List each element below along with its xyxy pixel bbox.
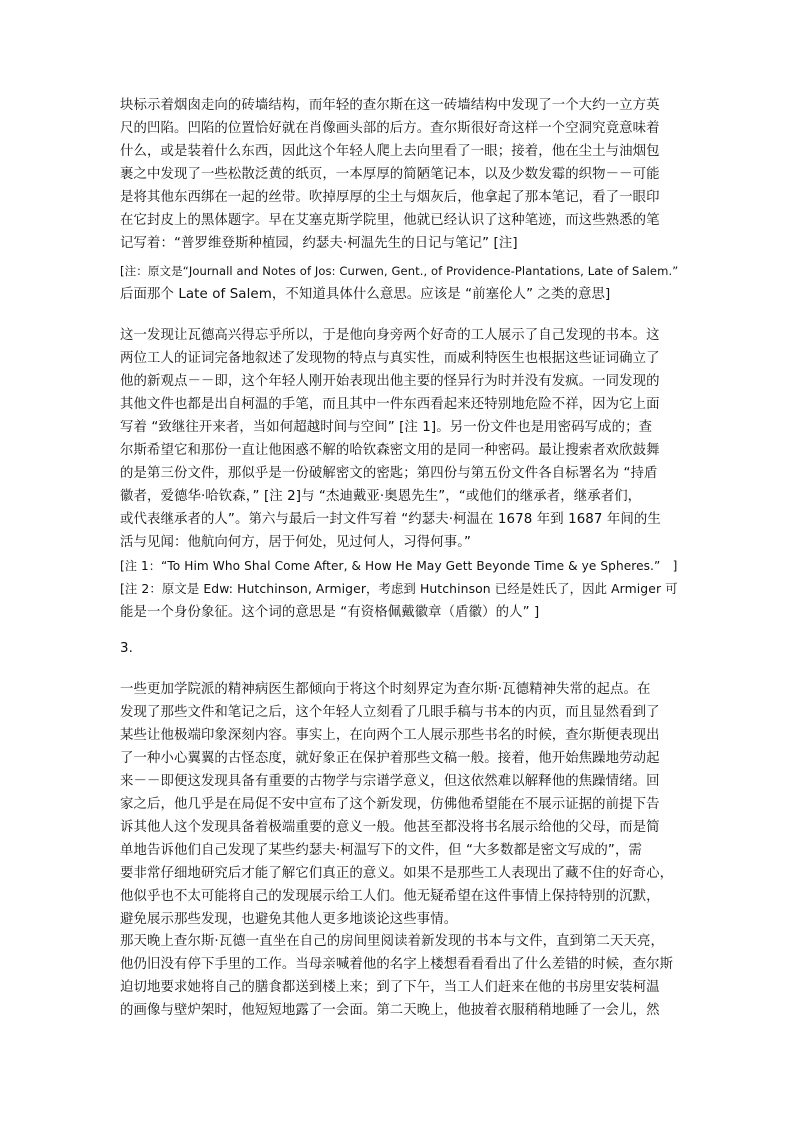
text-line: 徽者，爱德华·哈钦森，” [注 2]与 “杰迪戴亚·奥恩先生”，“或他们的继承者，继承者们， (120, 489, 642, 504)
text-line: [注 1：“To Him Who Shal Come After, & How He May Gett Beyonde Time & ye Spheres.” ] (120, 559, 678, 573)
text-line: 尔斯希望它和那份一直让他困惑不解的哈钦森密文用的是同一种密码。最让搜索者欢欣鼓舞 (120, 443, 660, 458)
text-line: 那天晚上查尔斯·瓦德一直坐在自己的房间里阅读着新发现的书本与文件，直到第二天天亮， (120, 934, 664, 949)
text-line: 来－－即便这发现具备有重要的古物学与宗谱学意义，但这依然难以解释他的焦躁情绪。回 (120, 774, 660, 789)
section-number (120, 637, 680, 660)
text-line: 他似乎也不太可能将自己的发现展示给工人们。他无疑希望在这件事情上保持特别的沉默， (120, 889, 660, 904)
footnote-journal-title (120, 260, 680, 306)
text-line: 能是一个身份象征。这个词的意思是 “有资格佩戴徽章（盾徽）的人” ] (120, 605, 540, 620)
text-line: 他的新观点－－即，这个年轻人刚开始表现出他主要的怪异行为时并没有发疯。一同发现的 (120, 374, 660, 389)
text-line: [注：原文是“Journall and Notes of Jos: Curwen, Gent., of Providence-Plantations, Late of Salem.” (120, 264, 679, 278)
text-line: 单地告诉他们自己发现了某些约瑟夫·柯温写下的文件，但 “大多数都是密文写成的”，需 (120, 843, 642, 858)
paragraph-insanity-onset (120, 678, 680, 931)
text-line: 尺的凹陷。凹陷的位置恰好就在肖像画头部的后方。查尔斯很好奇这样一个空洞究竟意味着 (120, 121, 660, 136)
text-line: 记写着：“普罗维登斯种植园，约瑟夫·柯温先生的日记与笔记” [注] (120, 236, 518, 251)
text-line: 两位工人的证词完备地叙述了发现物的特点与真实性，而威利特医生也根据这些证词确立了 (120, 351, 660, 366)
text-line: 要非常仔细地研究后才能了解它们真正的意义。如果不是那些工人表现出了藏不住的好奇心， (120, 866, 674, 881)
text-line: 的是第三份文件，那似乎是一份破解密文的密匙；第四份与第五份文件各自标署名为 “持盾 (120, 466, 658, 481)
text-line: 一些更加学院派的精神病医生都倾向于将这个时刻界定为查尔斯·瓦德精神失常的起点。在 (120, 682, 651, 697)
text-line: 块标示着烟囱走向的砖墙结构，而年轻的查尔斯在这一砖墙结构中发现了一个大约一立方英 (120, 98, 660, 113)
text-line: 其他文件也都是出自柯温的手笔，而且其中一件东西看起来还特别地危险不祥，因为它上面 (120, 397, 660, 412)
text-line: 家之后，他几乎是在局促不安中宣布了这个新发现，仿佛他希望能在不展示证据的前提下告 (120, 797, 660, 812)
text-line: 后面那个 Late of Salem，不知道具体什么意思。应该是 “前塞伦人” 之类的意思] (120, 287, 611, 302)
paragraph-documents (120, 324, 680, 554)
text-line: 诉其他人这个发现具备着极端重要的意义一般。他甚至都没将书名展示给他的父母，而是简 (120, 820, 660, 835)
footnotes-1-2 (120, 555, 680, 624)
text-line: 什么，或是装着什么东西，因此这个年轻人爬上去向里看了一眼；接着，他在尘土与油烟包 (120, 144, 660, 159)
text-line: 的画像与壁炉架时，他短短地露了一会面。第二天晚上，他披着衣服稍稍地睡了一会儿，然 (120, 1003, 660, 1018)
text-line: 他仍旧没有停下手里的工作。当母亲喊着他的名字上楼想看看看出了什么差错的时候，查尔斯 (120, 957, 674, 972)
text-line: [注 2：原文是 Edw: Hutchinson, Armiger，考虑到 Hutchinson 已经是姓氏了，因此 Armiger 可 (120, 582, 678, 596)
text-line: 是将其他东西绑在一起的丝带。吹掉厚厚的尘土与烟灰后，他拿起了那本笔记，看了一眼印 (120, 190, 660, 205)
text-line: 某些让他极端印象深刻内容。事实上，在向两个工人展示那些书名的时候，查尔斯便表现出 (120, 728, 660, 743)
text-line: 活与见闻：他航向何方，居于何处，见过何人，习得何事。” (120, 535, 472, 550)
text-line: 迫切地要求她将自己的膳食都送到楼上来；到了下午，当工人们赶来在他的书房里安装柯温 (120, 980, 660, 995)
text-line: 在它封皮上的黑体题字。早在艾塞克斯学院里，他就已经认识了这种笔迹，而这些熟悉的笔 (120, 213, 660, 228)
text-line: 发现了那些文件和笔记之后，这个年轻人立刻看了几眼手稿与书本的内页，而且显然看到了 (120, 705, 660, 720)
text-line: 了一种小心翼翼的古怪态度，就好象正在保护着那些文稿一般。接着，他开始焦躁地劳动起 (120, 751, 660, 766)
paragraph-that-night (120, 930, 680, 1022)
text-line: 避免展示那些发现，也避免其他人更多地谈论这些事情。 (120, 912, 458, 927)
text-line: 写着 “致继往开来者，当如何超越时间与空间” [注 1]。另一份文件也是用密码写成的；查 (120, 420, 653, 435)
text-line: 裹之中发现了一些松散泛黄的纸页，一本厚厚的简陋笔记本，以及少数发霉的织物－－可能 (120, 167, 660, 182)
section-heading: 3. (120, 641, 133, 656)
text-line: 或代表继承者的人”。第六与最后一封文件写着 “约瑟夫·柯温在 1678 年到 1687 年间的生 (120, 512, 661, 527)
paragraph-discovery (120, 94, 680, 255)
text-line: 这一发现让瓦德高兴得忘乎所以，于是他向身旁两个好奇的工人展示了自己发现的书本。这 (120, 328, 660, 343)
